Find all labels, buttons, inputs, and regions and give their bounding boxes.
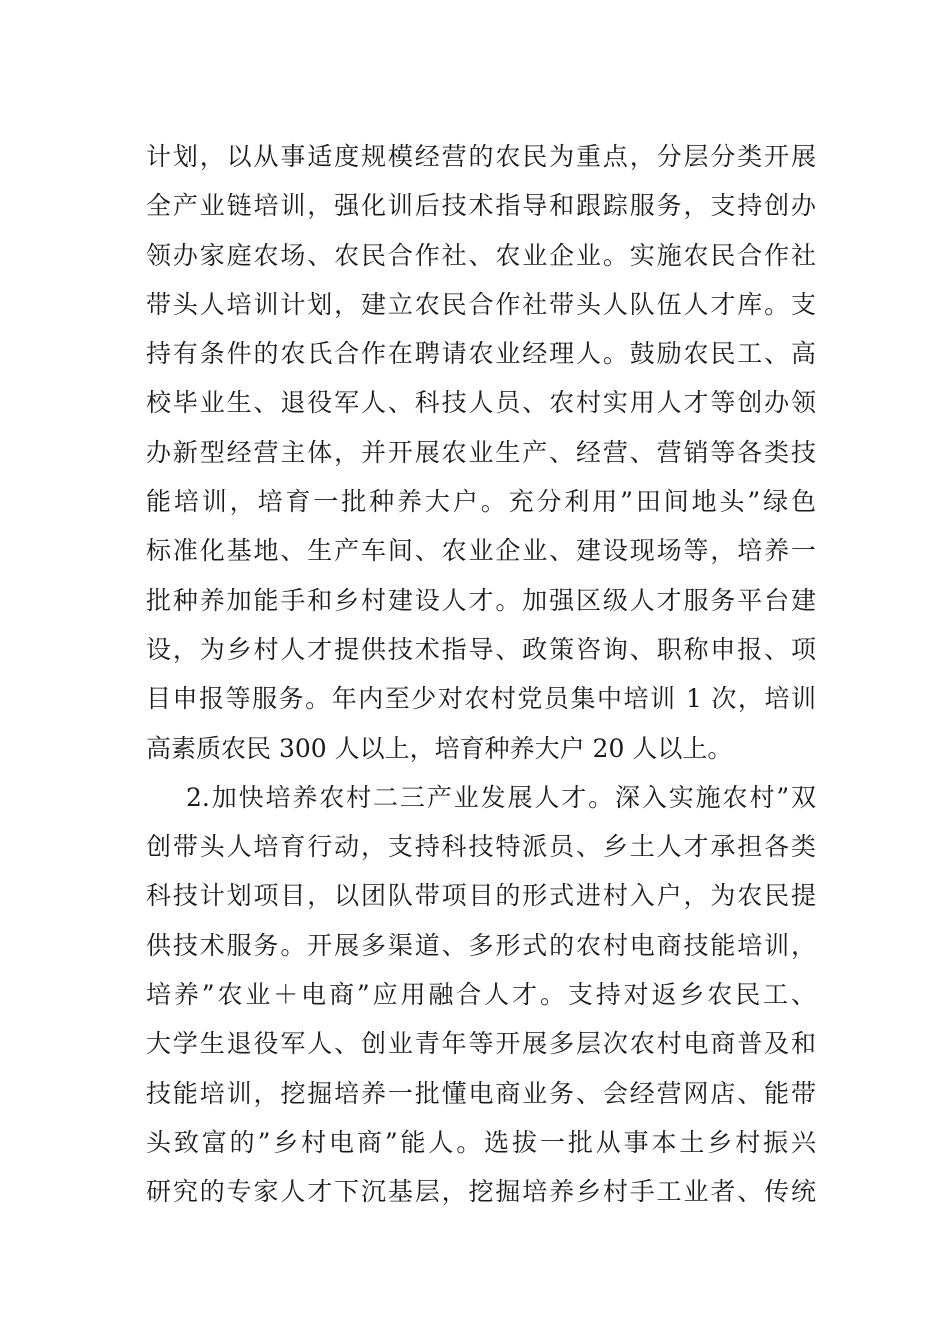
text-line: 培养”农业＋电商”应用融合人才。支持对返乡农民工、: [146, 980, 816, 1010]
text-line: 技能培训，挖掘培养一批懂电商业务、会经营网店、能带: [146, 1078, 816, 1108]
text-line: 高素质农民 300 人以上，培育种养大户 20 人以上。: [146, 733, 733, 763]
text-line: 校毕业生、退役军人、科技人员、农村实用人才等创办领: [146, 388, 816, 418]
text-line: 目申报等服务。年内至少对农村党员集中培训 1 次，培训: [146, 684, 816, 714]
paragraph-industry-talent: [146, 773, 816, 1217]
text-line: 办新型经营主体，并开展农业生产、经营、营销等各类技: [146, 437, 816, 467]
text-line: 领办家庭农场、农民合作社、农业企业。实施农民合作社: [146, 240, 816, 270]
text-line: 大学生退役军人、创业青年等开展多层次农村电商普及和: [146, 1029, 816, 1059]
text-line: 持有条件的农氏合作在聘请农业经理人。鼓励农民工、高: [146, 339, 816, 369]
text-line: 计划，以从事适度规模经营的农民为重点，分层分类开展: [146, 142, 816, 171]
paragraph-talent-training: [146, 132, 816, 773]
text-line: 2.加快培养农村二三产业发展人才。深入实施农村”双: [186, 782, 816, 812]
text-line: 头致富的”乡村电商”能人。选拔一批从事本土乡村振兴: [146, 1127, 816, 1157]
text-line: 创带头人培育行动，支持科技特派员、乡土人才承担各类: [146, 832, 816, 862]
text-line: 带头人培训计划，建立农民合作社带头人队伍人才库。支: [146, 289, 816, 319]
text-line: 科技计划项目，以团队带项目的形式进村入户，为农民提: [146, 881, 816, 911]
text-line: 批种养加能手和乡村建设人才。加强区级人才服务平台建: [146, 585, 816, 615]
text-line: 研究的专家人才下沉基层，挖掘培养乡村手工业者、传统: [146, 1177, 816, 1207]
text-line: 能培训，培育一批种养大户。充分利用”田间地头”绿色: [146, 487, 816, 517]
text-line: 标准化基地、生产车间、农业企业、建设现场等，培养一: [146, 536, 816, 566]
text-line: 全产业链培训，强化训后技术指导和跟踪服务，支持创办: [146, 191, 816, 221]
document-body: [146, 132, 816, 1217]
text-line: 设，为乡村人才提供技术指导、政策咨询、职称申报、项: [146, 634, 816, 664]
text-line: 供技术服务。开展多渠道、多形式的农村电商技能培训，: [146, 930, 816, 960]
